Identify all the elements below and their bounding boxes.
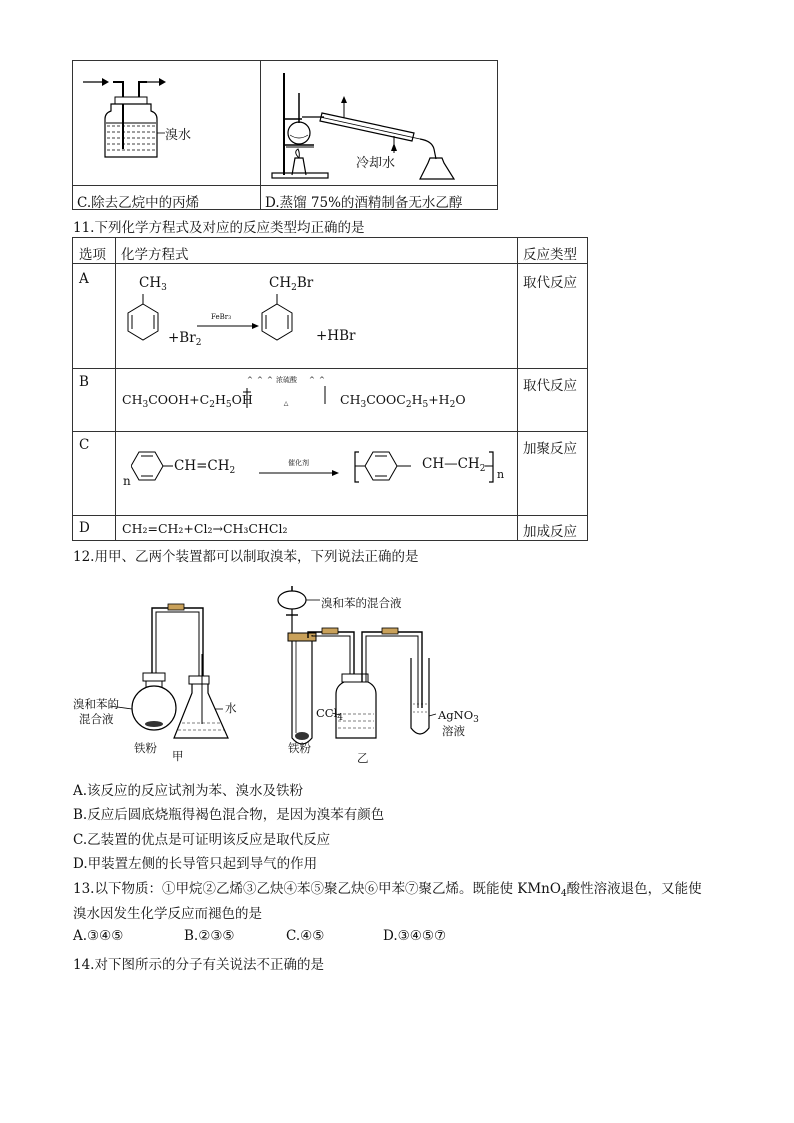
q13-question-line2: 溴水因发生化学反应而褪色的是 xyxy=(73,906,262,922)
label-bromine-water: 溴水 xyxy=(165,128,192,143)
q13-option-a: A.③④⑤ xyxy=(73,928,124,944)
q12-option-a: A.该反应的反应试剂为苯、溴水及铁粉 xyxy=(73,783,304,799)
q11-table xyxy=(72,237,588,541)
row-c-arrow xyxy=(259,469,339,477)
row-b-type: 取代反应 xyxy=(523,378,577,394)
row-a-type: 取代反应 xyxy=(523,275,577,291)
row-c-option: C xyxy=(79,437,90,453)
svg-text:^: ^ xyxy=(257,376,263,384)
row-c-catalyst: 催化剂 xyxy=(288,459,309,467)
toluene-structure xyxy=(123,294,163,344)
label-agno3: AgNO$_3$ xyxy=(438,708,479,725)
header-equation: 化学方程式 xyxy=(121,247,189,263)
row-c-n-left: n xyxy=(123,474,131,488)
label-iron-right: 铁粉 xyxy=(288,741,311,755)
q10-option-c: C.除去乙烷中的丙烯 xyxy=(77,195,200,211)
q13-option-d: D.③④⑤⑦ xyxy=(383,928,447,944)
row-b-condition: 浓硫酸 xyxy=(276,376,297,384)
row-a-ch2br: $CH_2Br$ xyxy=(269,275,314,293)
q12-option-c: C.乙装置的优点是可证明该反应是取代反应 xyxy=(73,832,331,848)
label-iron-left: 铁粉 xyxy=(134,741,157,755)
header-option: 选项 xyxy=(79,247,106,263)
gas-washing-bottle-diagram xyxy=(75,63,259,183)
q13-option-c: C.④⑤ xyxy=(286,928,325,944)
q12-option-d: D.甲装置左侧的长导管只起到导气的作用 xyxy=(73,856,318,872)
q13-question-line1: 13.以下物质：①甲烷②乙烯③乙炔④苯⑤聚乙炔⑥甲苯⑦聚乙烯。既能使 KMnO$_4$酸性溶液退色，又能使 xyxy=(73,881,702,899)
q11-question: 11.下列化学方程式及对应的反应类型均正确的是 xyxy=(73,220,365,236)
row-d-type: 加成反应 xyxy=(523,524,577,540)
styrene-ring xyxy=(131,448,175,488)
bromomethylbenzene-structure xyxy=(257,294,297,344)
svg-text:^: ^ xyxy=(267,376,273,384)
label-water: 水 xyxy=(225,701,237,715)
row-a-catalyst: FeBr3 xyxy=(211,313,232,321)
q12-option-b: B.反应后圆底烧瓶得褐色混合物，是因为溴苯有颜色 xyxy=(73,807,385,823)
row-a-plus-br2: $+Br_2$ xyxy=(168,330,202,348)
row-c-type: 加聚反应 xyxy=(523,441,577,457)
row-b-left: $CH_3COOH+C_2H_5OH$ xyxy=(122,392,253,410)
q10-table xyxy=(72,60,498,210)
q12-question: 12.用甲、乙两个装置都可以制取溴苯，下列说法正确的是 xyxy=(73,549,419,565)
row-a-arrow xyxy=(197,322,259,330)
header-type: 反应类型 xyxy=(523,247,577,263)
label-yi: 乙 xyxy=(357,751,369,765)
q14-question: 14.对下图所示的分子有关说法不正确的是 xyxy=(73,957,324,973)
row-d-equation: CH₂=CH₂+Cl₂→CH₃CHCl₂ xyxy=(122,521,288,536)
label-cooling-water: 冷却水 xyxy=(356,156,396,171)
bromobenzene-apparatus-diagram xyxy=(70,578,490,768)
row-c-group: $CH=CH_2$ xyxy=(174,458,236,476)
label-mix-left: 溴和苯的 xyxy=(73,697,119,711)
q13-option-b: B.②③⑤ xyxy=(184,928,235,944)
row-d-option: D xyxy=(79,520,90,536)
svg-text:^: ^ xyxy=(309,376,315,384)
label-mix-left2: 混合液 xyxy=(79,712,114,726)
label-solution: 溶液 xyxy=(442,724,465,738)
svg-text:^: ^ xyxy=(319,376,325,384)
row-a-plus-hbr: +HBr xyxy=(316,328,356,344)
row-a-ch3: $CH_3$ xyxy=(139,275,167,293)
label-ccl4: CCl$_4$ xyxy=(316,706,344,723)
row-c-n-right: n xyxy=(497,468,505,481)
row-c-poly-group: $CH—CH_2$ xyxy=(422,456,486,474)
label-jia: 甲 xyxy=(172,749,184,763)
row-b-option: B xyxy=(79,374,89,390)
row-a-option: A xyxy=(79,271,89,287)
svg-text:^: ^ xyxy=(247,376,253,384)
svg-text:△: △ xyxy=(283,400,289,407)
row-b-right: $CH_3COOC_2H_5+H_2O$ xyxy=(340,392,466,410)
q10-option-d: D.蒸馏 75%的酒精制备无水乙醇 xyxy=(265,195,463,211)
label-mix-top: 溴和苯的混合液 xyxy=(321,596,402,610)
